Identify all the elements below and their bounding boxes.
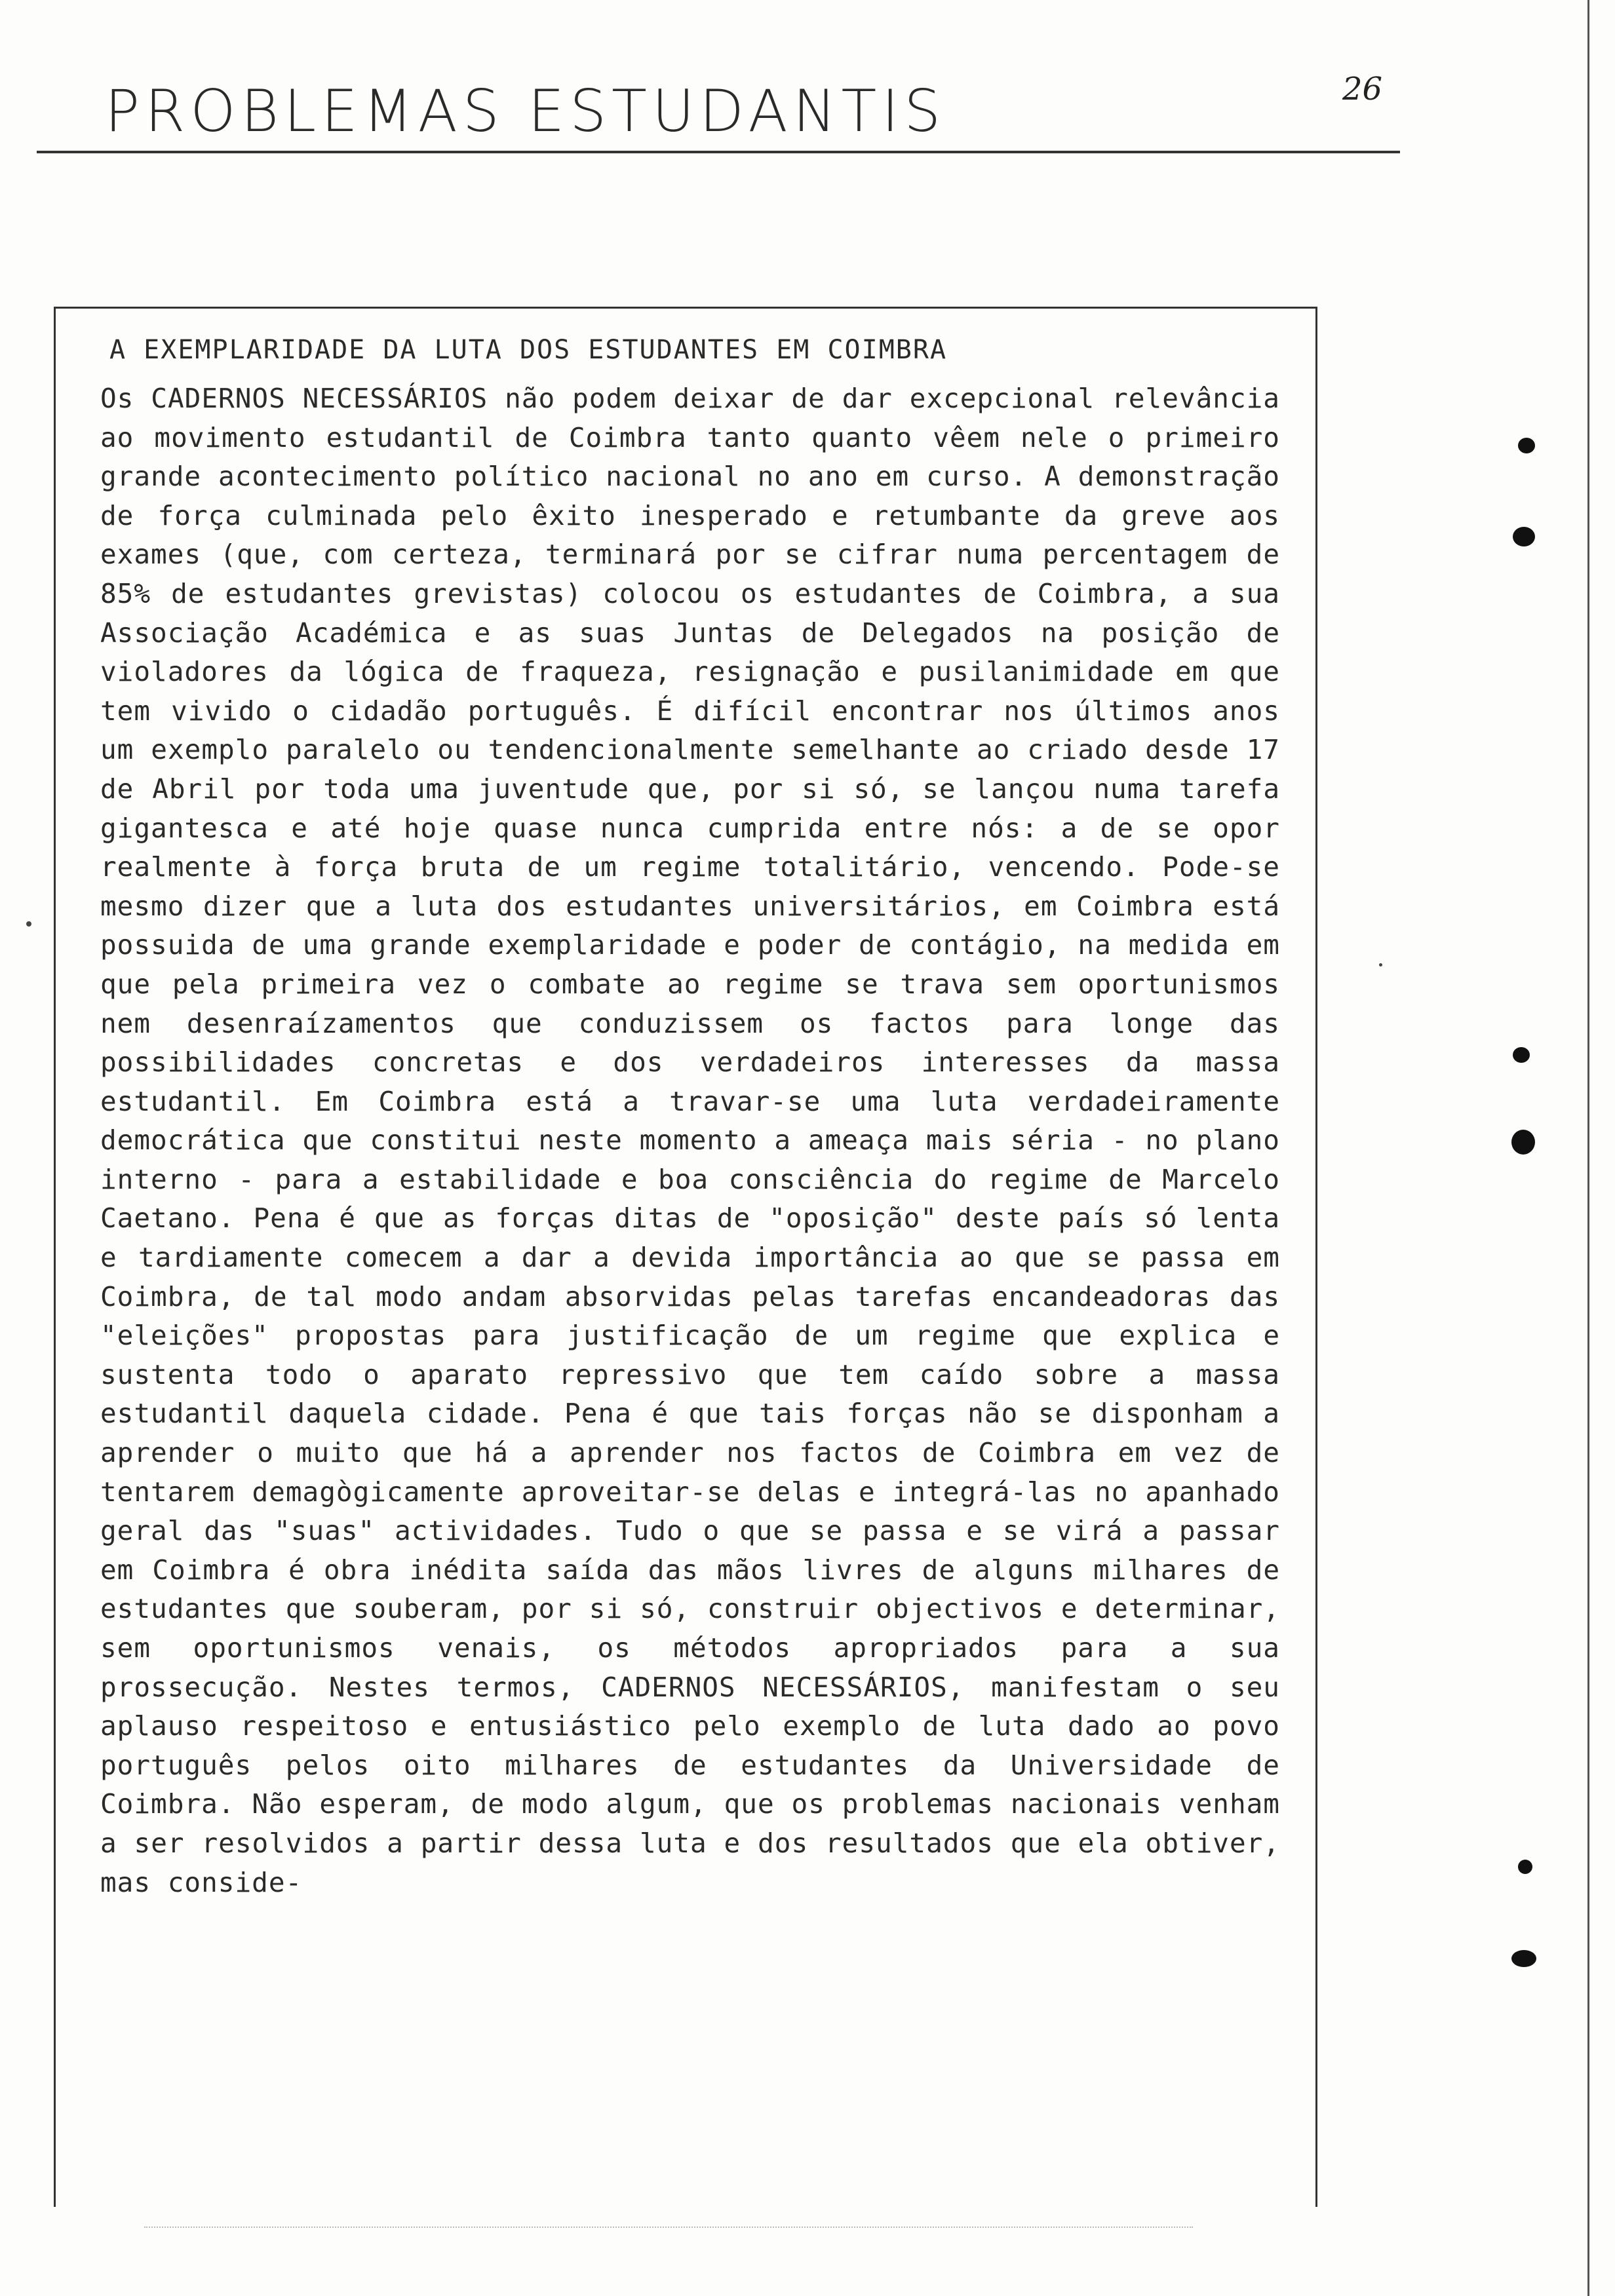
page-number: 26: [1342, 71, 1383, 107]
page-edge-line: [1587, 0, 1589, 2296]
article-box: [54, 307, 1317, 2207]
punch-hole-mark: [1511, 1130, 1535, 1155]
margin-dot: [1379, 963, 1382, 966]
header-rule: [37, 151, 1400, 153]
punch-hole-mark: [1511, 1950, 1536, 1967]
margin-dot: [26, 921, 31, 927]
punch-hole-mark: [1513, 527, 1535, 546]
article-title: A EXEMPLARIDADE DA LUTA DOS ESTUDANTES EM COIMBRA: [109, 335, 948, 365]
punch-hole-mark: [1518, 438, 1535, 453]
punch-hole-mark: [1513, 1047, 1530, 1063]
article-body: Os CADERNOS NECESSÁRIOS não podem deixar de dar excepcional relevância ao movimento estudantil de Coimbra tanto quanto vêem nele o primeiro grande acontecimento político nacional no ano em curso. A demonstração de força culminada pelo êxito inesperado e retumbante da greve aos exames (que, com certeza, terminará por se cifrar numa percentagem de 85% de estudantes grevistas) colocou os estudantes de Coimbra, a sua Associação Académica e as suas Juntas de Delegados na posição de violadores da lógica de fraqueza, resignação e pusilanimidade em que tem vivido o cidadão português. É difícil encontrar nos últimos anos um exemplo paralelo ou tendencionalmente semelhante ao criado desde 17 de Abril por toda uma juventude que, por si só, se lançou numa tarefa gigantesca e até hoje quase nunca cumprida entre nós: a de se opor realmente à força bruta de um regime totalitário, vencendo. Pode-se mesmo dizer que a luta dos estudantes universitários, em Coimbra está possuida de uma grande exemplaridade e poder de contágio, na medida em que pela primeira vez o combate ao regime se trava sem oportunismos nem desenraízamentos que conduzissem os factos para longe das possibilidades concretas e dos verdadeiros interesses da massa estudantil. Em Coimbra está a travar-se uma luta verdadeiramente democrática que constitui neste momento a ameaça mais séria - no plano interno - para a estabilidade e boa consciência do regime de Marcelo Caetano. Pena é que as forças ditas de "oposição" deste país só lenta e tardiamente comecem a dar a devida importância ao que se passa em Coimbra, de tal modo andam absorvidas pelas tarefas encandeadoras das "eleições" propostas para justificação de um regime que explica e sustenta todo o aparato repressivo que tem caído sobre a massa estudantil daquela cidade. Pena é que tais forças não se disponham a aprender o muito que há a aprender nos factos de Coimbra em vez de tentarem demagògicamente aproveitar-se delas e integrá-las no apanhado geral das "suas" actividades. Tudo o que se passa e se virá a passar em Coimbra é obra inédita saída das mãos livres de alguns milhares de estudantes que souberam, por si só, construir objectivos e determinar, sem oportunismos venais, os métodos apropriados para a sua prossecução. Nestes termos, CADERNOS NECESSÁRIOS, manifestam o seu aplauso respeitoso e entusiástico pelo exemplo de luta dado ao povo português pelos oito milhares de estudantes da Universidade de Coimbra. Não esperam, de modo algum, que os problemas nacionais venham a ser resolvidos a partir dessa luta e dos resultados que ela obtiver, mas conside-: [100, 383, 1280, 1898]
scan-artifact: [144, 2227, 1193, 2229]
section-title: PROBLEMAS ESTUDANTIS: [105, 77, 946, 145]
punch-hole-mark: [1518, 1860, 1532, 1874]
